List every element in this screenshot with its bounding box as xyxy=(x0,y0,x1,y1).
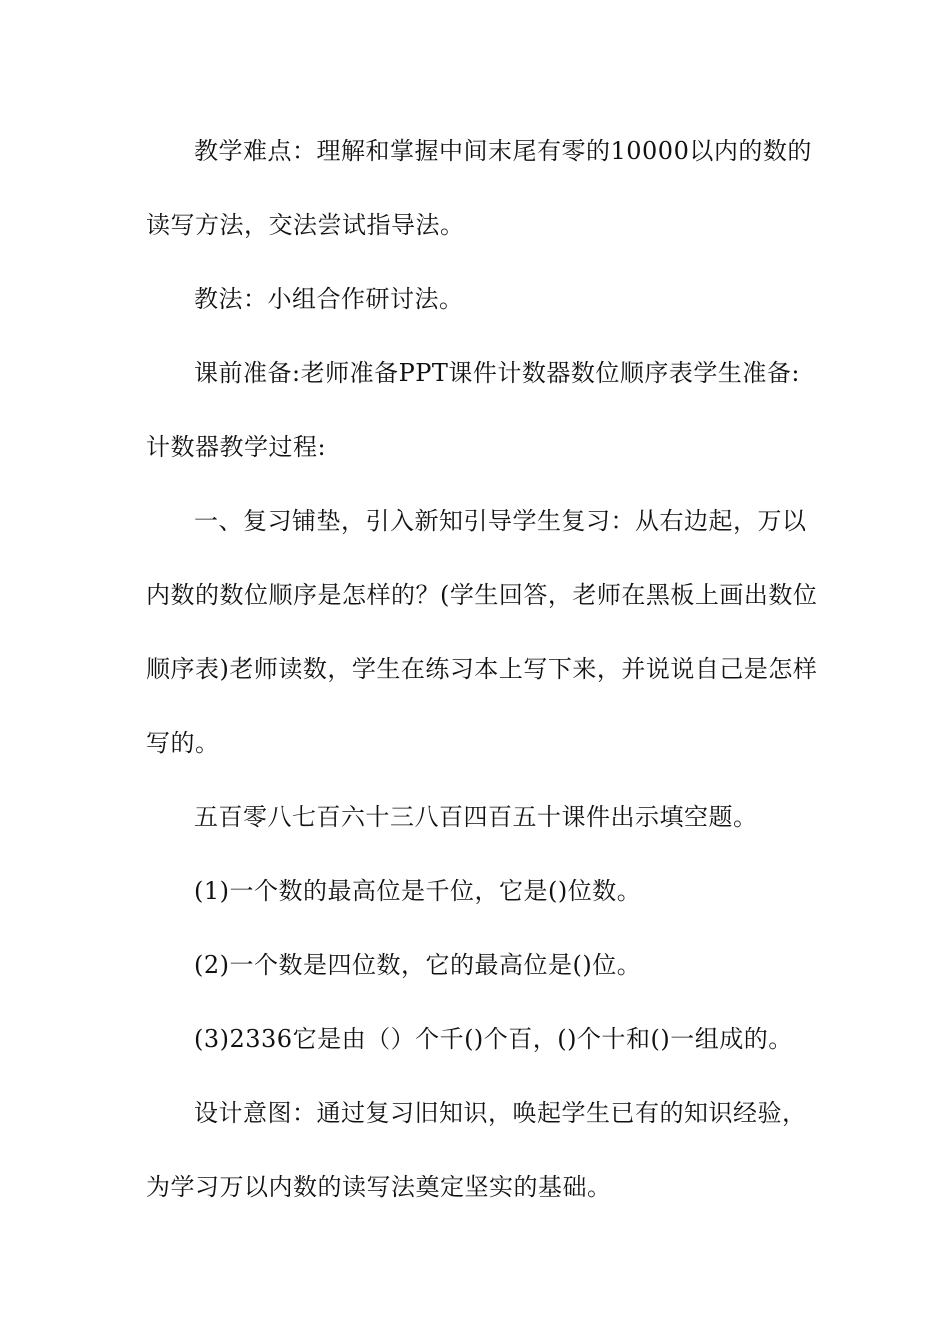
text-line-design-intent: 设计意图：通过复习旧知识，唤起学生已有的知识经验， xyxy=(194,1099,807,1127)
text-line-preparation: 课前准备:老师准备PPT课件计数器数位顺序表学生准备: xyxy=(194,359,800,387)
text-line-review-activity: 顺序表)老师读数，学生在练习本上写下来，并说说自己是怎样 xyxy=(146,655,818,683)
text-line-review-question: 内数的数位顺序是怎样的？(学生回答，老师在黑板上画出数位 xyxy=(146,581,818,609)
text-line-number-examples: 五百零八七百六十三八百四百五十课件出示填空题。 xyxy=(194,803,758,831)
text-line-design-intent-end: 为学习万以内数的读写法奠定坚实的基础。 xyxy=(146,1173,612,1201)
text-line-question-3: (3)2336它是由（）个千()个百，()个十和()一组成的。 xyxy=(194,1025,793,1053)
text-line-process-heading: 计数器教学过程: xyxy=(146,433,327,461)
text-line-question-1: (1)一个数的最高位是千位，它是()位数。 xyxy=(194,877,642,905)
text-line-reading-method: 读写方法，交法尝试指导法。 xyxy=(146,211,465,239)
text-line-teaching-difficulty: 教学难点：理解和掌握中间末尾有零的10000以内的数的 xyxy=(194,137,812,165)
document-body xyxy=(146,114,818,1224)
text-line-teaching-method: 教法：小组合作研讨法。 xyxy=(194,285,464,313)
text-line-question-2: (2)一个数是四位数，它的最高位是()位。 xyxy=(194,951,642,979)
text-line-review-intro: 一、复习铺垫，引入新知引导学生复习：从右边起，万以 xyxy=(194,507,807,535)
text-line-review-end: 写的。 xyxy=(146,729,220,757)
